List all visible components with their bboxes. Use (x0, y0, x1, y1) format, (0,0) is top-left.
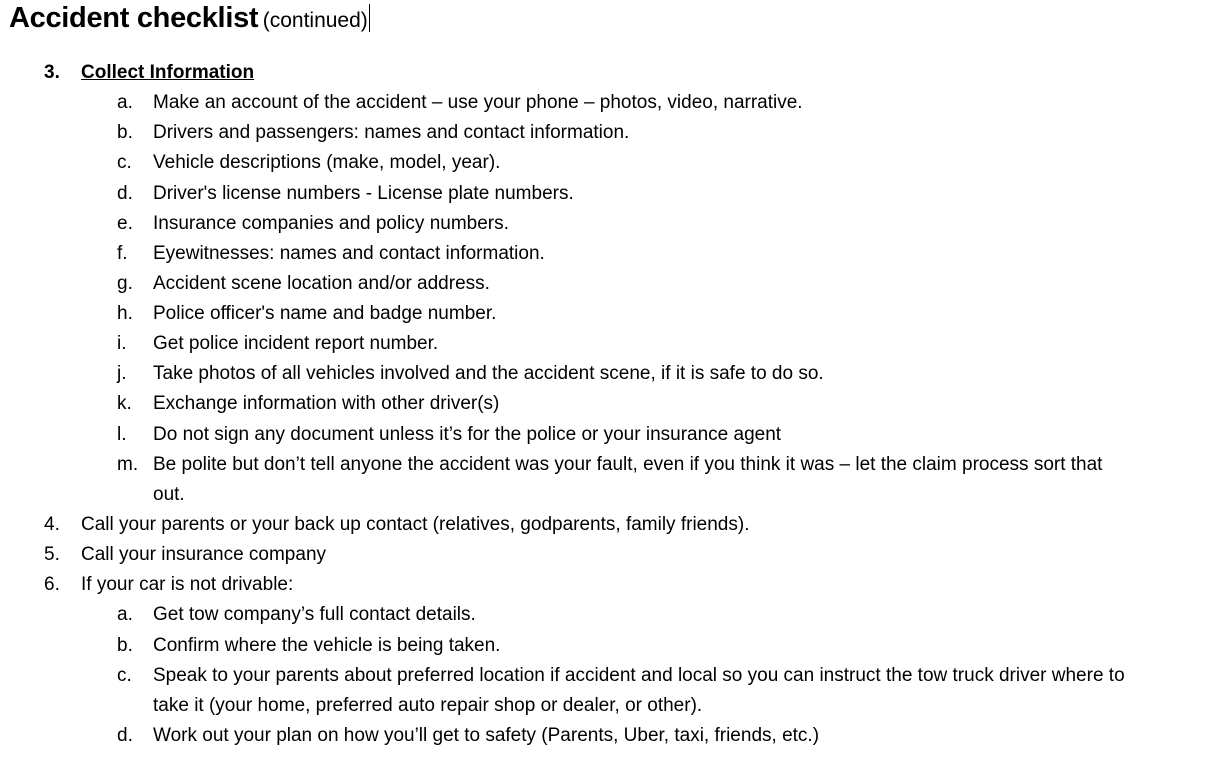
list-text: Eyewitnesses: names and contact information. (153, 243, 545, 264)
text-cursor (369, 4, 370, 32)
list-number: 5. (44, 544, 60, 565)
list-letter: a. (117, 92, 133, 113)
list-letter: c. (117, 665, 132, 686)
section-heading: Collect Information (81, 62, 255, 83)
list-text: Police officer's name and badge number. (153, 303, 497, 324)
list-number: 6. (44, 574, 60, 595)
list-letter: k. (117, 393, 132, 414)
list-text: Insurance companies and policy numbers. (153, 213, 509, 234)
list-text: Exchange information with other driver(s) (153, 393, 500, 414)
list-text: Do not sign any document unless it’s for the police or your insurance agent (153, 424, 782, 445)
list-letter: i. (117, 333, 127, 354)
list-letter: e. (117, 213, 133, 234)
list-letter: d. (117, 725, 133, 746)
list-letter: f. (117, 243, 128, 264)
list-text: Call your insurance company (81, 544, 327, 565)
list-text: Confirm where the vehicle is being taken. (153, 635, 501, 656)
list-text: Speak to your parents about preferred location if accident and local so you can instruct the tow truck driver where to (153, 665, 1125, 686)
list-text: Vehicle descriptions (make, model, year). (153, 152, 501, 173)
list-letter: j. (117, 363, 127, 384)
list-text: Call your parents or your back up contact (relatives, godparents, family friends). (81, 514, 750, 535)
subtitle-text: (continued) (262, 9, 368, 32)
list-number: 3. (44, 62, 60, 83)
list-letter: d. (117, 183, 133, 204)
list-letter: a. (117, 604, 133, 625)
list-text: If your car is not drivable: (81, 574, 294, 595)
list-text: Driver's license numbers - License plate numbers. (153, 183, 574, 204)
list-text-continued: out. (153, 484, 185, 505)
page-title (9, 0, 370, 36)
title-text: Accident checklist (9, 2, 259, 34)
list-letter: b. (117, 122, 133, 143)
list-text: Make an account of the accident – use your phone – photos, video, narrative. (153, 92, 803, 113)
list-text: Get police incident report number. (153, 333, 439, 354)
list-text: Work out your plan on how you’ll get to safety (Parents, Uber, taxi, friends, etc.) (153, 725, 820, 746)
list-text: Accident scene location and/or address. (153, 273, 490, 294)
list-text: Drivers and passengers: names and contact information. (153, 122, 630, 143)
list-letter: l. (117, 424, 127, 445)
list-letter: b. (117, 635, 133, 656)
list-text-continued: take it (your home, preferred auto repair shop or dealer, or other). (153, 695, 703, 716)
list-letter: c. (117, 152, 132, 173)
list-letter: m. (117, 454, 139, 475)
list-number: 4. (44, 514, 60, 535)
list-text: Get tow company’s full contact details. (153, 604, 476, 625)
list-letter: g. (117, 273, 133, 294)
list-text: Take photos of all vehicles involved and the accident scene, if it is safe to do so. (153, 363, 824, 384)
list-text: Be polite but don’t tell anyone the accident was your fault, even if you think it was – let the claim process sort that (153, 454, 1103, 475)
list-letter: h. (117, 303, 133, 324)
